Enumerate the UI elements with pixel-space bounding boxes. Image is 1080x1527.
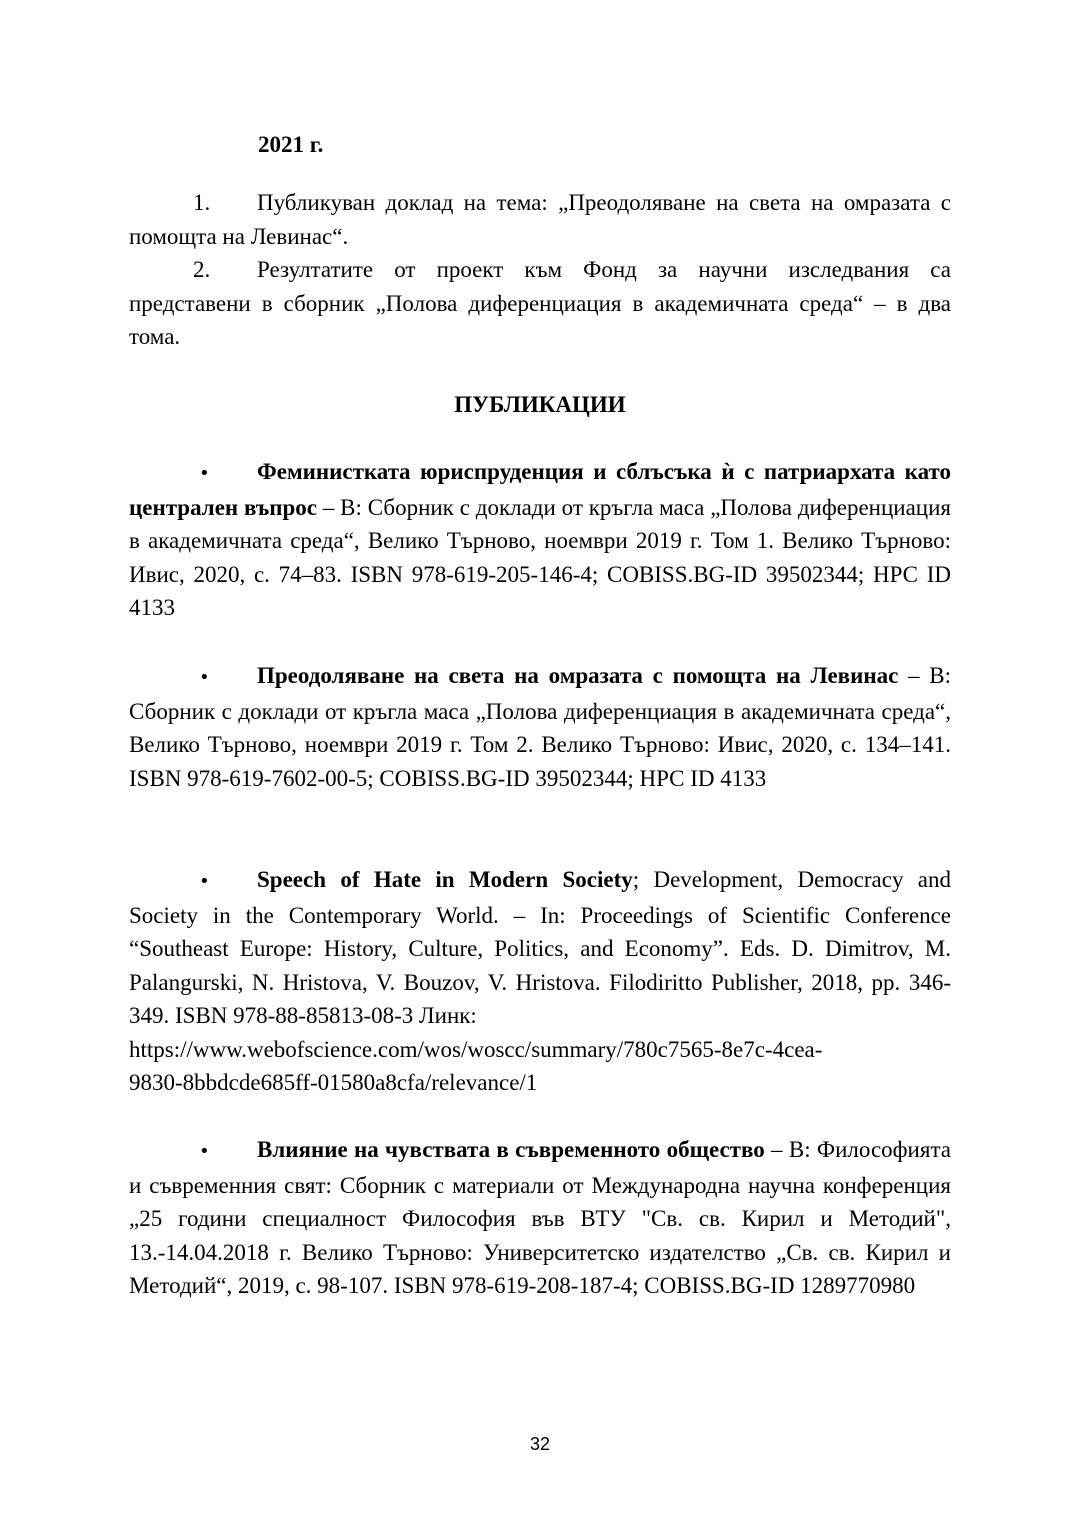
publication-details: – В: Философията и съвременния свят: Сборник с материали от Международна научна конференция „25 години специалност Философия във ВТУ "Св. св. Кирил и Методий", 13.-14.04.2018 г. Велико Търново: Университетско издателство „Св. св. Кирил и Методий“, 2019, с. 98-107. ISBN 978-619-208-187-4; COBISS.BG-ID 1289770980: [129, 1137, 951, 1298]
publication-title: Speech of Hate in Modern Society: [257, 867, 633, 892]
publication-title: Преодоляване на света на омразата с помощта на Левинас: [257, 663, 899, 688]
publication-details: ; Development, Democracy and Society in the Contemporary World. – In: Proceedings of Scientific Conference “Southeast Europe: History, Culture, Politics, and Economy”. Eds. D. Dimitrov, M. Palangurski, N. Hristova, V. Bouzov, V. Hristova. Filodiritto Publisher, 2018, pp. 346-349. ISBN 978-88-85813-08-3 Линк:: [129, 867, 951, 1028]
activity-number: 2.: [193, 257, 211, 282]
publication-entry: [129, 863, 951, 1100]
page-number: 32: [529, 1434, 551, 1454]
year-heading: 2021 г.: [258, 132, 324, 157]
publication-details: – В: Сборник с доклади от кръгла маса „Полова диференциация в академичната среда“, Велико Търново, ноември 2019 г. Том 2. Велико Търново: Ивис, 2020, с. 134–141. ISBN 978-619-7602-00-5; COBISS.BG-ID 39502344; НРС ID 4133: [129, 663, 951, 791]
publication-details: – В: Сборник с доклади от кръгла маса „Полова диференциация в академичната среда“, Велико Търново, ноември 2019 г. Том 1. Велико Търново: Ивис, 2020, с. 74–83. ISBN 978-619-205-146-4; COBISS.BG-ID 39502344; НРС ID 4133: [129, 494, 951, 620]
publication-title: Феминисткатa юриспруденция и сблъсъка ѝ с патриархата като централен въпрос: [129, 459, 951, 520]
activity-item: [129, 253, 951, 354]
publication-entry: [129, 659, 951, 795]
bullet-icon: •: [199, 1141, 210, 1162]
publication-entry: [129, 1133, 951, 1303]
bullet-icon: •: [199, 871, 210, 892]
activity-item: [129, 186, 951, 253]
publication-link[interactable]: https://www.webofscience.com/wos/woscc/summary/780c7565-8e7c-4cea-: [129, 1036, 823, 1062]
section-title: ПУБЛИКАЦИИ: [454, 392, 626, 417]
bullet-icon: •: [199, 463, 210, 484]
activity-text: Публикуван доклад на тема: „Преодоляване на света на омразата с помощта на Левинас“.: [129, 190, 951, 249]
publication-link-continued[interactable]: 9830-8bbdcde685ff-01580a8cfa/relevance/1: [129, 1070, 538, 1095]
bullet-icon: •: [199, 667, 210, 688]
activity-text: Резултатите от проект към Фонд за научни изследвания са представени в сборник „Полова диференциация в академичната среда“ – в два тома.: [129, 257, 951, 349]
activity-number: 1.: [193, 190, 211, 215]
publication-entry: [129, 455, 951, 625]
publication-title: Влияние на чувствата в съвременното общество: [257, 1137, 765, 1162]
activities-list: [129, 186, 951, 354]
